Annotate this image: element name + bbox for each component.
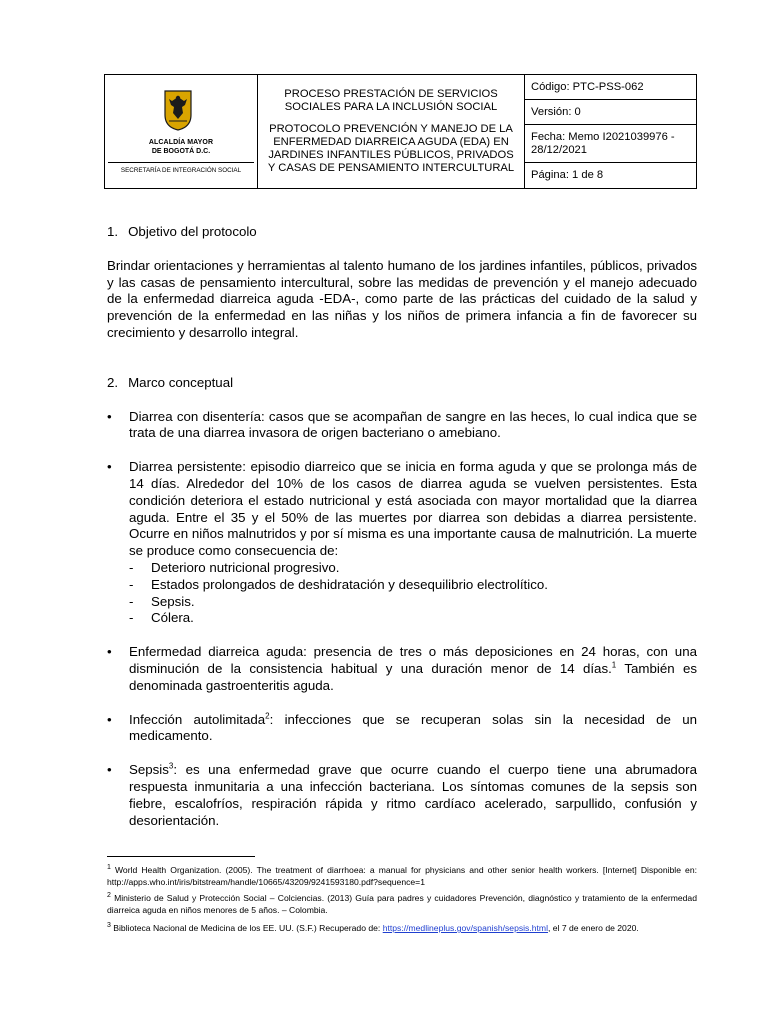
list-item <box>107 712 697 746</box>
section-1-heading <box>107 224 697 241</box>
page-number: Página: 1 de 8 <box>531 169 604 181</box>
footnote-ref: 1 <box>611 660 617 670</box>
definition-text: : infecciones que se recuperan solas sin la necesidad de un medicamento. <box>129 711 697 744</box>
title-cell <box>258 75 525 188</box>
definition-text: Diarrea persistente: episodio diarreico que se inicia en forma aguda y que se prolonga más de 14 días. Alrededor del 10% de los casos de diarrea aguda se vuelven persistentes. Esta condición deteriora el estado nutricional y está asociada con mayor mortalidad que la diarrea aguda. Entre el 35 y el 50% de las muertes por diarrea son debidas a diarrea persistente. Ocurre en niños malnutridos y por sí misma es una importante causa de malnutrición. La muerte se produce como consecuencia de: <box>129 459 697 559</box>
meta-cell <box>525 75 696 188</box>
footnote-text: Ministerio de Salud y Protección Social – Colciencias. (2013) Guía para padres y cuidadores Prevención, diagnóstico y tratamiento de la enfermedad diarreica aguda en niños menores de 5 años. – Colombia. <box>107 893 697 915</box>
section-title: Objetivo del protocolo <box>128 224 257 239</box>
list-item <box>107 459 697 627</box>
list-item <box>107 409 697 443</box>
process-title: PROCESO PRESTACIÓN DE SERVICIOS SOCIALES PARA LA INCLUSIÓN SOCIAL <box>284 88 498 113</box>
document-version: Versión: 0 <box>525 100 696 125</box>
logo-line-alcaldia: ALCALDÍA MAYOR <box>148 139 214 146</box>
footnote-link[interactable]: https://medlineplus.gov/spanish/sepsis.html <box>382 923 548 933</box>
footnote-3 <box>107 922 697 934</box>
footnote-ref: 3 <box>168 761 174 771</box>
section-2-heading <box>107 375 697 392</box>
footnote-number: 1 <box>107 864 111 872</box>
document-header-table <box>104 74 697 189</box>
footnote-text: Biblioteca Nacional de Medicina de los EE. UU. (S.F.) Recuperado de: <box>110 923 383 933</box>
sub-list-item: - Cólera. <box>129 610 697 627</box>
definition-text-tail: También es denominada gastroenteritis aguda. <box>129 660 697 693</box>
footnote-ref: 2 <box>265 711 270 721</box>
definition-text: Enfermedad diarreica aguda: presencia de tres o más deposiciones en 24 horas, con una disminución de la consistencia habitual y una duración menor de 14 días. <box>129 644 697 676</box>
footnote-1 <box>107 864 697 888</box>
footnote-divider <box>107 856 255 857</box>
document-date: Fecha: Memo I2021039976 - 28/12/2021 <box>525 125 696 163</box>
sub-list-item: - Deterioro nutricional progresivo. <box>129 560 697 577</box>
definition-term: Sepsis <box>129 762 169 778</box>
list-item <box>107 644 697 694</box>
logo-line-bogota: DE BOGOTÁ D.C. <box>151 148 211 155</box>
sub-list <box>129 560 697 627</box>
objective-paragraph: Brindar orientaciones y herramientas al talento humano de los jardines infantiles, públicos, privados y las casas de pensamiento intercultural, sobre las medidas de prevención y el manejo adecuado de la enfermedad diarreica aguda -EDA-, como parte de las prácticas del cuidado de la salud y prevención de la enfermedad en las niñas y los niños de primera infancia a fin de favorecer su crecimiento y desarrollo integral. <box>107 257 697 340</box>
logo-secretaria: SECRETARÍA DE INTEGRACIÓN SOCIAL <box>120 167 242 174</box>
footnote-text: World Health Organization. (2005). The treatment of diarrhoea: a manual for physicians and other senior health workers. [Internet] Disponible en: http://apps.who.int/iris/bitstream/handle/10665/43209/9241593180.pdf?sequence=1 <box>107 865 697 887</box>
footnote-number: 3 <box>107 922 111 930</box>
logo-cell <box>105 75 258 188</box>
definition-text: Diarrea con disentería: casos que se acompañan de sangre en las heces, lo cual indica que se trata de una diarrea invasora de origen bacteriano o amebiano. <box>129 408 697 441</box>
definitions-list <box>107 409 697 830</box>
section-number: 1. <box>107 224 119 239</box>
bogota-coat-of-arms-icon <box>163 89 193 131</box>
footnote-text-tail: , el 7 de enero de 2020. <box>547 923 639 933</box>
list-item <box>107 762 697 829</box>
protocol-title: PROTOCOLO PREVENCIÓN Y MANEJO DE LA ENFERMEDAD DIARREICA AGUDA (EDA) EN JARDINES INFANTILES PÚBLICOS, PRIVADOS Y CASAS DE PENSAMIENTO INTERCULTURAL <box>267 123 515 174</box>
sub-list-item: - Estados prolongados de deshidratación y desequilibrio electrolítico. <box>129 577 697 594</box>
document-code: Código: PTC-PSS-062 <box>525 75 696 100</box>
section-title: Marco conceptual <box>128 374 234 390</box>
footnote-2 <box>107 892 697 916</box>
definition-term: Infección autolimitada <box>129 711 266 727</box>
footnote-number: 2 <box>107 892 111 900</box>
sub-list-item: - Sepsis. <box>129 594 697 611</box>
section-number: 2. <box>107 374 119 390</box>
definition-text: : es una enfermedad grave que ocurre cuando el cuerpo tiene una abrumadora respuesta inmunitaria a una infección bacteriana. Los síntomas comunes de la sepsis son fiebre, escalofríos, respiración rápida y ritmo cardíaco acelerado, sarpullido, confusión y desorientación. <box>129 762 697 828</box>
logo-divider <box>108 162 254 163</box>
document-body <box>107 224 697 829</box>
